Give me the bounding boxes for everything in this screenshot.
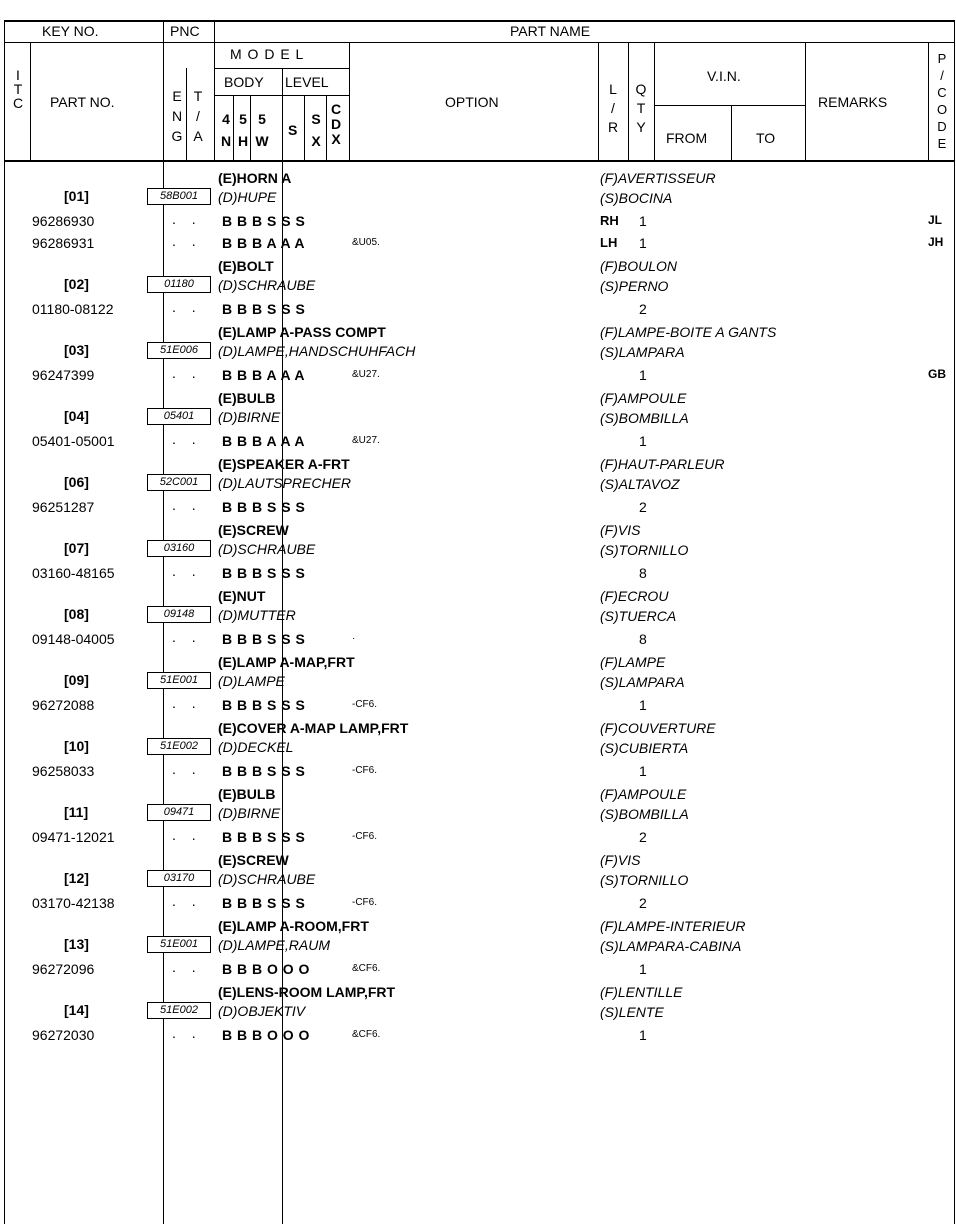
model-applicability: B B B A A A <box>222 433 305 449</box>
german-name: (D)DECKEL <box>218 739 294 755</box>
part-number: 96272088 <box>32 697 95 713</box>
quantity: 1 <box>639 213 647 229</box>
header-model: M O D E L <box>230 46 305 62</box>
eng-ta-marks: . . <box>172 365 202 381</box>
french-name: (F)LAMPE <box>600 654 666 670</box>
option-code: &U27. <box>352 369 380 380</box>
header-remarks: REMARKS <box>818 94 888 110</box>
french-name: (F)LENTILLE <box>600 984 683 1000</box>
part-number: 96272030 <box>32 1027 95 1043</box>
part-number: 05401-05001 <box>32 433 115 449</box>
header-lr: L / R <box>607 81 619 135</box>
header-level-s: S <box>288 122 298 138</box>
option-code: &U27. <box>352 435 380 446</box>
part-number: 01180-08122 <box>32 301 114 317</box>
quantity: 1 <box>639 961 647 977</box>
header-pcode: P / C O D E <box>936 51 948 151</box>
spanish-name: (S)BOMBILLA <box>600 806 689 822</box>
english-name: (E)LAMP A-PASS COMPT <box>218 324 386 340</box>
key-number: [10] <box>64 738 89 754</box>
english-name: (E)BOLT <box>218 258 274 274</box>
eng-ta-marks: . . <box>172 629 202 645</box>
english-name: (E)LAMP A-MAP,FRT <box>218 654 355 670</box>
english-name: (E)LAMP A-ROOM,FRT <box>218 918 369 934</box>
key-number: [11] <box>64 804 89 820</box>
key-number: [01] <box>64 188 89 204</box>
eng-ta-marks: . . <box>172 959 202 975</box>
pnc-code: 05401 <box>147 408 211 425</box>
header-part-no: PART NO. <box>50 94 115 110</box>
quantity: 2 <box>639 829 647 845</box>
english-name: (E)BULB <box>218 786 276 802</box>
english-name: (E)HORN A <box>218 170 292 186</box>
header-body-5w: 5 W <box>255 111 269 149</box>
quantity: 8 <box>639 631 647 647</box>
option-code: -CF6. <box>352 765 377 776</box>
header-level-sx: SX <box>311 111 321 149</box>
pnc-code: 03160 <box>147 540 211 557</box>
key-number: [02] <box>64 276 89 292</box>
model-applicability: B B B S S S <box>222 213 305 229</box>
model-applicability: B B B S S S <box>222 631 305 647</box>
key-number: [08] <box>64 606 89 622</box>
spanish-name: (S)PERNO <box>600 278 669 294</box>
key-number: [09] <box>64 672 89 688</box>
part-number: 96272096 <box>32 961 95 977</box>
header-vin: V.I.N. <box>707 68 741 84</box>
french-name: (F)LAMPE-INTERIEUR <box>600 918 746 934</box>
left-right: LH <box>600 235 618 250</box>
header-to: TO <box>756 130 776 146</box>
german-name: (D)LAMPE,HANDSCHUHFACH <box>218 343 416 359</box>
header-ta: T / A <box>193 88 203 144</box>
option-code: &CF6. <box>352 963 381 974</box>
model-applicability: B B B S S S <box>222 895 305 911</box>
quantity: 2 <box>639 301 647 317</box>
french-name: (F)COUVERTURE <box>600 720 716 736</box>
part-number: 96251287 <box>32 499 95 515</box>
spanish-name: (S)TORNILLO <box>600 542 689 558</box>
spanish-name: (S)BOMBILLA <box>600 410 689 426</box>
pnc-code: 01180 <box>147 276 211 293</box>
german-name: (D)SCHRAUBE <box>218 277 316 293</box>
pnc-code: 58B001 <box>147 188 211 205</box>
eng-ta-marks: . . <box>172 431 202 447</box>
key-number: [12] <box>64 870 89 886</box>
quantity: 1 <box>639 235 647 251</box>
model-applicability: B B B S S S <box>222 697 305 713</box>
quantity: 1 <box>639 763 647 779</box>
pnc-code: 51E001 <box>147 936 211 953</box>
spanish-name: (S)LENTE <box>600 1004 664 1020</box>
part-number: 96286930 <box>32 213 95 229</box>
model-applicability: B B B A A A <box>222 367 305 383</box>
pnc-code: 51E001 <box>147 672 211 689</box>
part-number: 09148-04005 <box>32 631 115 647</box>
option-code: -CF6. <box>352 831 377 842</box>
part-number: 96286931 <box>32 235 95 251</box>
model-applicability: B B B S S S <box>222 499 305 515</box>
spanish-name: (S)LAMPARA-CABINA <box>600 938 742 954</box>
spanish-name: (S)LAMPARA <box>600 674 685 690</box>
german-name: (D)BIRNE <box>218 805 281 821</box>
header-level: LEVEL <box>285 74 329 90</box>
quantity: 8 <box>639 565 647 581</box>
option-code: &CF6. <box>352 1029 381 1040</box>
pnc-code: 51E006 <box>147 342 211 359</box>
model-applicability: B B B O O O <box>222 961 310 977</box>
key-number: [07] <box>64 540 89 556</box>
part-number: 09471-12021 <box>32 829 115 845</box>
left-right: RH <box>600 213 619 228</box>
french-name: (F)VIS <box>600 522 641 538</box>
header-option: OPTION <box>445 94 499 110</box>
english-name: (E)NUT <box>218 588 266 604</box>
pnc-code: 09148 <box>147 606 211 623</box>
part-number: 96258033 <box>32 763 95 779</box>
model-applicability: B B B S S S <box>222 301 305 317</box>
model-applicability: B B B A A A <box>222 235 305 251</box>
p-code: JL <box>928 213 943 227</box>
header-body-5h: 5 H <box>237 111 249 149</box>
key-number: [14] <box>64 1002 89 1018</box>
eng-ta-marks: . . <box>172 1025 202 1041</box>
key-number: [06] <box>64 474 89 490</box>
key-number: [04] <box>64 408 89 424</box>
french-name: (F)LAMPE-BOITE A GANTS <box>600 324 777 340</box>
p-code: GB <box>928 367 946 381</box>
eng-ta-marks: . . <box>172 211 202 227</box>
french-name: (F)ECROU <box>600 588 669 604</box>
header-body-4n: 4 N <box>220 111 232 149</box>
german-name: (D)MUTTER <box>218 607 296 623</box>
header-qty: Q T Y <box>635 81 647 135</box>
quantity: 1 <box>639 433 647 449</box>
quantity: 1 <box>639 1027 647 1043</box>
spanish-name: (S)LAMPARA <box>600 344 685 360</box>
eng-ta-marks: . . <box>172 827 202 843</box>
english-name: (E)LENS-ROOM LAMP,FRT <box>218 984 396 1000</box>
part-number: 03170-42138 <box>32 895 115 911</box>
part-number: 03160-48165 <box>32 565 115 581</box>
german-name: (D)LAUTSPRECHER <box>218 475 352 491</box>
french-name: (F)AMPOULE <box>600 390 687 406</box>
german-name: (D)HUPE <box>218 189 277 205</box>
header-pnc: PNC <box>170 23 200 39</box>
english-name: (E)SCREW <box>218 522 289 538</box>
german-name: (D)SCHRAUBE <box>218 541 316 557</box>
spanish-name: (S)BOCINA <box>600 190 673 206</box>
english-name: (E)SPEAKER A-FRT <box>218 456 350 472</box>
header-from: FROM <box>666 130 708 146</box>
eng-ta-marks: . . <box>172 761 202 777</box>
english-name: (E)SCREW <box>218 852 289 868</box>
german-name: (D)LAMPE,RAUM <box>218 937 331 953</box>
pnc-code: 51E002 <box>147 1002 211 1019</box>
eng-ta-marks: . . <box>172 233 202 249</box>
model-applicability: B B B O O O <box>222 1027 310 1043</box>
spanish-name: (S)CUBIERTA <box>600 740 689 756</box>
header-eng: E N G <box>171 88 183 144</box>
german-name: (D)LAMPE <box>218 673 285 689</box>
header-itc: I T C <box>12 67 24 111</box>
spanish-name: (S)TORNILLO <box>600 872 689 888</box>
quantity: 2 <box>639 499 647 515</box>
key-number: [13] <box>64 936 89 952</box>
eng-ta-marks: . . <box>172 497 202 513</box>
spanish-name: (S)ALTAVOZ <box>600 476 680 492</box>
pnc-code: 03170 <box>147 870 211 887</box>
french-name: (F)VIS <box>600 852 641 868</box>
part-number: 96247399 <box>32 367 95 383</box>
french-name: (F)HAUT-PARLEUR <box>600 456 725 472</box>
german-name: (D)OBJEKTIV <box>218 1003 306 1019</box>
key-number: [03] <box>64 342 89 358</box>
spanish-name: (S)TUERCA <box>600 608 677 624</box>
german-name: (D)BIRNE <box>218 409 281 425</box>
pnc-code: 09471 <box>147 804 211 821</box>
pnc-code: 52C001 <box>147 474 211 491</box>
english-name: (E)BULB <box>218 390 276 406</box>
model-applicability: B B B S S S <box>222 763 305 779</box>
french-name: (F)AVERTISSEUR <box>600 170 716 186</box>
quantity: 1 <box>639 697 647 713</box>
german-name: (D)SCHRAUBE <box>218 871 316 887</box>
eng-ta-marks: . . <box>172 299 202 315</box>
quantity: 2 <box>639 895 647 911</box>
option-code: · <box>352 633 356 644</box>
french-name: (F)AMPOULE <box>600 786 687 802</box>
option-code: -CF6. <box>352 897 377 908</box>
model-applicability: B B B S S S <box>222 829 305 845</box>
eng-ta-marks: . . <box>172 563 202 579</box>
english-name: (E)COVER A-MAP LAMP,FRT <box>218 720 409 736</box>
quantity: 1 <box>639 367 647 383</box>
p-code: JH <box>928 235 944 249</box>
french-name: (F)BOULON <box>600 258 677 274</box>
header-part-name: PART NAME <box>510 23 591 39</box>
eng-ta-marks: . . <box>172 695 202 711</box>
header-level-cdx: CDX <box>330 101 342 147</box>
pnc-code: 51E002 <box>147 738 211 755</box>
model-applicability: B B B S S S <box>222 565 305 581</box>
eng-ta-marks: . . <box>172 893 202 909</box>
header-key-no: KEY NO. <box>42 23 99 39</box>
option-code: &U05. <box>352 237 380 248</box>
option-code: -CF6. <box>352 699 377 710</box>
header-body: BODY <box>224 74 264 90</box>
